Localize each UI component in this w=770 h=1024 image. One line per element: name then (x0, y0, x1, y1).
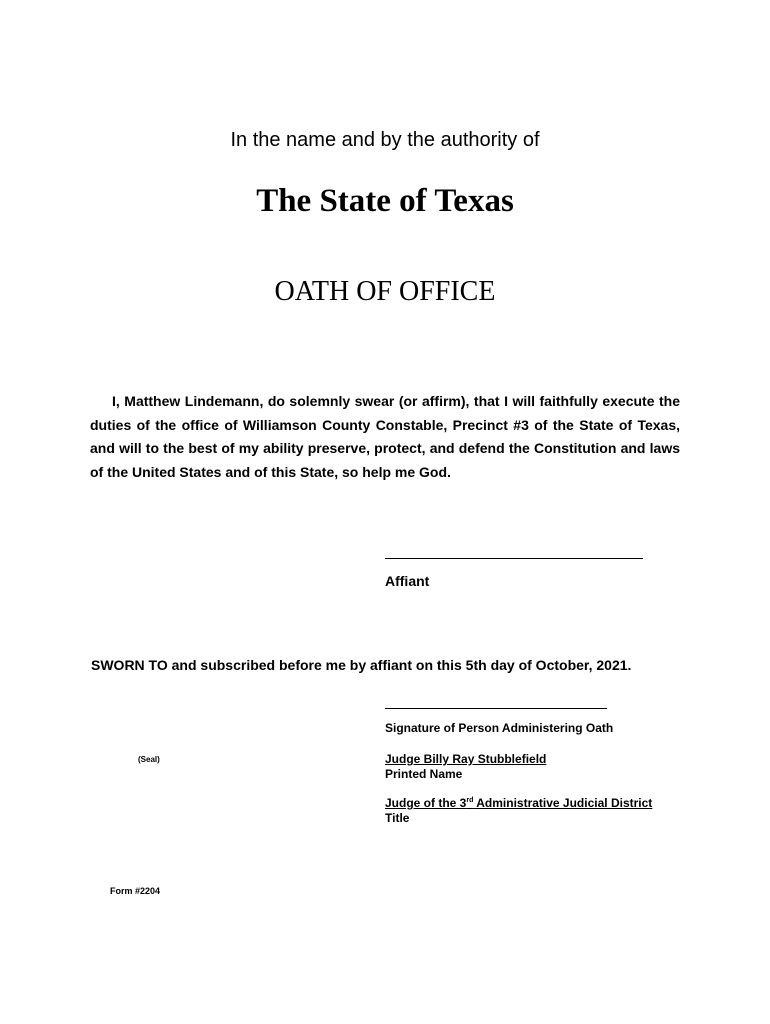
administrator-signature-line (385, 708, 607, 709)
authority-line: In the name and by the authority of (230, 129, 540, 151)
state-name-heading: The State of Texas (256, 183, 514, 219)
title-prefix: Judge of the 3 (385, 796, 467, 810)
title-suffix: Administrative Judicial District (473, 796, 653, 810)
affiant-signature-line (385, 558, 643, 559)
affiant-label: Affiant (385, 573, 430, 589)
administrator-title (385, 796, 652, 810)
document-title: OATH OF OFFICE (274, 276, 496, 307)
oath-statement: I, Matthew Lindemann, do solemnly swear (or affirm), that I will faithfully execute the duties of the office of Williamson County Constable, Precinct #3 of the State of Texas, and will to the best of my ability preserve, protect, and defend the Constitution and laws of the United States and of this State, so help me God. (90, 393, 680, 480)
administrator-printed-name: Judge Billy Ray Stubblefield (385, 752, 547, 766)
printed-name-label: Printed Name (385, 767, 463, 781)
seal-label: (Seal) (138, 755, 160, 764)
title-ordinal-suffix: rd (466, 797, 474, 804)
administrator-signature-label: Signature of Person Administering Oath (385, 721, 614, 735)
form-number: Form #2204 (110, 886, 161, 896)
title-label: Title (385, 811, 410, 825)
sworn-statement: SWORN TO and subscribed before me by affiant on this 5th day of October, 2021. (91, 657, 632, 673)
